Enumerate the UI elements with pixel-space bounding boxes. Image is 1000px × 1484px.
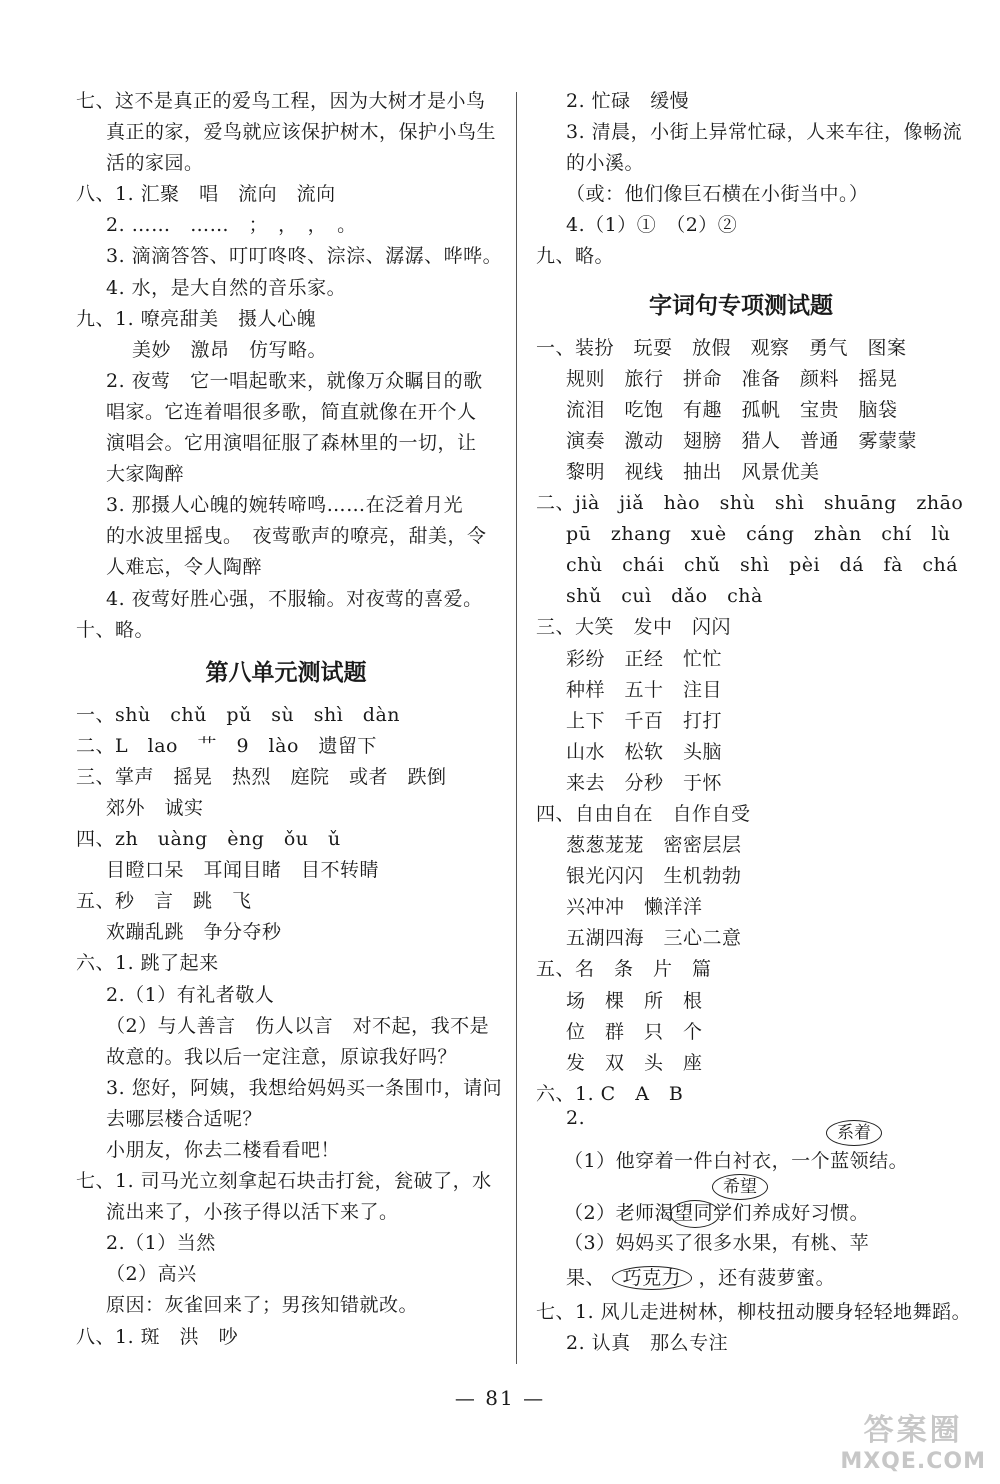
answer-line: 六、1. 跳了起来 [76, 952, 219, 975]
answer-line: 七、这不是真正的爱鸟工程，因为大树才是小鸟 [76, 90, 486, 112]
edit-text: （2）老师渴望同学们养成好习惯。 [564, 1201, 870, 1224]
answer-line: 真正的家，爱鸟就应该保护树木，保护小鸟生 [106, 121, 497, 144]
answer-line: 四、自由自在 自作自受 [536, 802, 751, 825]
section-heading: 第八单元测试题 [205, 659, 367, 686]
answer-line: 流出来了，小孩子得以活下来了。 [106, 1201, 399, 1224]
answer-line: 去哪层楼合适呢？ [106, 1107, 263, 1130]
answer-line: 的水波里摇曳。 夜莺歌声的嘹亮，甜美，令 [106, 525, 487, 548]
inserted-word-bubble: 希望 [712, 1174, 768, 1200]
answer-line: 郊外 诚实 [106, 796, 204, 819]
page-number: — 81 — [454, 1386, 546, 1410]
answer-line: 九、1. 嘹亮甜美 摄人心魄 [76, 307, 317, 330]
answer-line: 六、1. C A B [536, 1082, 684, 1105]
inserted-word-bubble: 系着 [826, 1120, 882, 1146]
column-divider [516, 92, 517, 1364]
answer-line: 兴冲冲 懒洋洋 [566, 896, 703, 919]
question-label: 2. [566, 1106, 586, 1129]
left-column [76, 86, 503, 1353]
circled-word: 巧克力 [612, 1266, 693, 1290]
answer-line: 彩纷 正经 忙忙 [566, 647, 723, 670]
answer-line: 4. 夜莺好胜心强，不服输。对夜莺的喜爱。 [106, 587, 483, 610]
watermark-url: MXQE.COM [840, 1449, 986, 1474]
answer-line: 四、zh uàng èng ǒu ǔ [76, 828, 341, 851]
edit-text: ，还有菠萝蜜。 [698, 1267, 836, 1289]
answer-line: shǔ cuì dǎo chà [566, 585, 763, 608]
answer-line: 2. 认真 那么专注 [566, 1332, 729, 1355]
answer-line: （2）高兴 [106, 1263, 197, 1286]
answer-line: 人难忘，令人陶醉 [106, 556, 263, 579]
watermark-logo: 答案圈 [863, 1413, 963, 1448]
answer-line: chù chái chǔ shì pèi dá fà chá [566, 554, 959, 577]
answer-line: 八、1. 斑 洪 吵 [76, 1325, 239, 1348]
answer-line: 场 棵 所 根 [566, 989, 703, 1012]
answer-line: 活的家园。 [106, 152, 204, 175]
answer-line: 七、1. 风儿走进树林，柳枝扭动腰身轻轻地舞蹈。 [536, 1301, 972, 1323]
answer-line: 银光闪闪 生机勃勃 [566, 865, 742, 888]
edit-sentence-2 [536, 1176, 946, 1228]
answer-line: 上下 千百 打打 [566, 709, 723, 732]
answer-line: 4.（1）① （2）② [566, 214, 738, 237]
answer-line: 葱葱茏茏 密密层层 [566, 834, 742, 857]
answer-line: 唱家。它连着唱很多歌，简直就像在开个人 [106, 400, 477, 423]
right-column [536, 86, 972, 1359]
answer-line: 3. 您好，阿姨，我想给妈妈买一条围巾，请问 [106, 1076, 503, 1099]
answer-line: 二、L lao 艹 9 lào 遗留下 [76, 734, 377, 757]
answer-line: 规则 旅行 拼命 准备 颜料 摇晃 [566, 367, 898, 390]
answer-line: 种样 五十 注目 [566, 678, 723, 701]
answer-line: 的小溪。 [566, 152, 645, 175]
answer-line: 小朋友，你去二楼看看吧！ [106, 1139, 341, 1161]
answer-line: 2. 忙碌 缓慢 [566, 90, 690, 112]
site-watermark [840, 1405, 986, 1474]
edit-text: （1）他穿着一件白衬衣，一个蓝领结。 [564, 1149, 909, 1172]
answer-line: 七、1. 司马光立刻拿起石块击打瓮，瓮破了，水 [76, 1170, 492, 1193]
answer-line: 故意的。我以后一定注意，原谅我好吗？ [106, 1045, 458, 1068]
answer-line: 位 群 只 个 [566, 1020, 703, 1043]
answer-line: 流泪 吃饱 有趣 孤帆 宝贵 脑袋 [566, 398, 898, 421]
answer-line: 发 双 头 座 [566, 1051, 703, 1074]
answer-line: 八、1. 汇聚 唱 流向 流向 [76, 183, 336, 206]
answer-line: 五、名 条 片 篇 [536, 958, 712, 981]
answer-line: 4. 水，是大自然的音乐家。 [106, 276, 347, 299]
answer-line: 原因：灰雀回来了；男孩知错就改。 [106, 1294, 419, 1317]
answer-line: 十、略。 [76, 618, 155, 641]
answer-line: 五、秒 言 跳 飞 [76, 890, 252, 913]
answer-line: （2）与人善言 伤人以言 对不起，我不是 [106, 1014, 490, 1037]
answer-line: 来去 分秒 于怀 [566, 771, 723, 794]
edit-text: 果、 [566, 1267, 606, 1289]
answer-line: 欢蹦乱跳 争分夺秒 [106, 921, 282, 944]
section-heading: 字词句专项测试题 [649, 292, 833, 319]
answer-line: 3. 那摄人心魄的婉转啼鸣……在泛着月光 [106, 494, 464, 517]
answer-line: 黎明 视线 抽出 风景优美 [566, 460, 820, 483]
answer-line: 目瞪口呆 耳闻目睹 目不转睛 [106, 859, 380, 882]
answer-line: 演奏 激动 翅膀 猎人 普通 雾蒙蒙 [566, 429, 918, 452]
answer-line: 二、jià jiǎ hào shù shì shuāng zhāo [536, 492, 964, 515]
answer-line: 大家陶醉 [106, 463, 185, 486]
edit-text: （3）妈妈买了很多水果，有桃、苹 [564, 1231, 870, 1254]
answer-line: 2. …… …… ； ， ， 。 [106, 214, 357, 237]
answer-line: 演唱会。它用演唱征服了森林里的一切，让 [106, 432, 477, 455]
edit-sentence-1 [536, 1122, 946, 1176]
answer-line: 2.（1）当然 [106, 1232, 216, 1255]
answer-line: 2. 夜莺 它一唱起歌来，就像万众瞩目的歌 [106, 369, 483, 392]
edit-sentence-3 [536, 1259, 946, 1297]
answer-line: 一、装扮 玩耍 放假 观察 勇气 图案 [536, 336, 907, 359]
answer-line: 3. 清晨，小街上异常忙碌，人来车往，像畅流 [566, 121, 963, 144]
answer-line: pū zhang xuè cáng zhàn chí lù [566, 523, 951, 546]
answer-line: 一、shù chǔ pǔ sù shì dàn [76, 703, 401, 726]
answer-line: 九、略。 [536, 245, 615, 268]
answer-line: （或：他们像巨石横在小街当中。） [566, 183, 869, 206]
answer-line: 三、掌声 摇晃 热烈 庭院 或者 跌倒 [76, 765, 447, 788]
answer-line: 美妙 激昂 仿写略。 [132, 338, 328, 361]
answer-line: 3. 滴滴答答、叮叮咚咚、淙淙、潺潺、哗哗。 [106, 245, 503, 268]
answer-line: 五湖四海 三心二意 [566, 927, 742, 950]
answer-line: 山水 松软 头脑 [566, 740, 723, 763]
answer-line: 三、大笑 发中 闪闪 [536, 616, 732, 639]
answer-line: 2.（1）有礼者敬人 [106, 983, 275, 1006]
